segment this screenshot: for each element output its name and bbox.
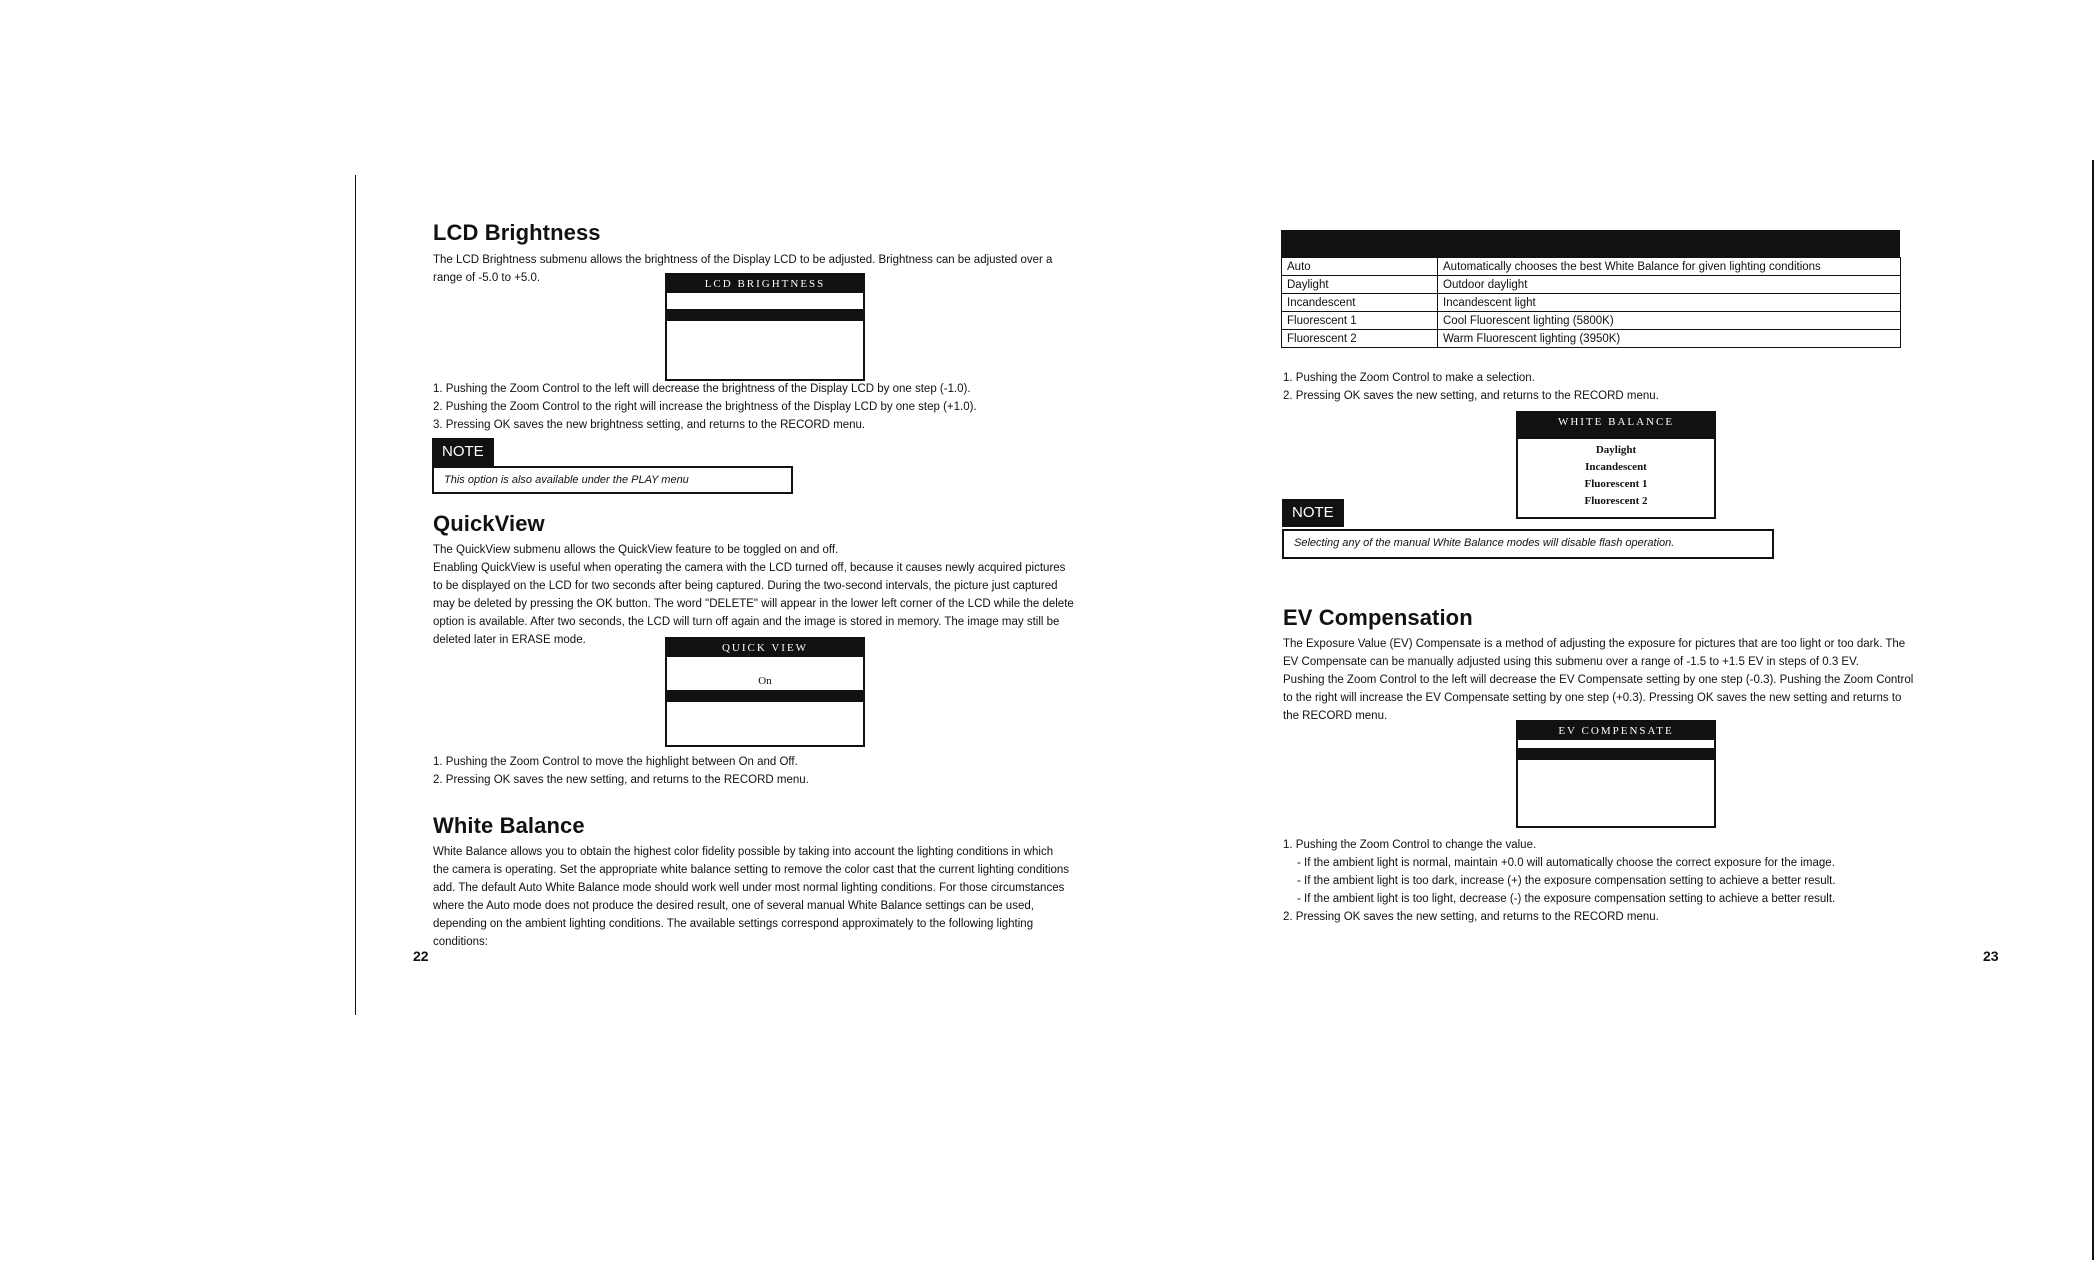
body-line: the RECORD menu. — [1283, 710, 1388, 722]
step-line: - If the ambient light is normal, maintain +0.0 will automatically choose the correct exposure for the image. — [1297, 857, 1835, 869]
table-cell: Cool Fluorescent lighting (5800K) — [1438, 312, 1901, 330]
wb-option-incandescent: Incandescent — [1585, 461, 1647, 473]
ev-compensate-menu-screen — [1516, 720, 1716, 828]
table-cell: Fluorescent 2 — [1282, 330, 1438, 348]
body-line: Pushing the Zoom Control to the left will decrease the EV Compensate setting by one step (-0.3). Pushing the Zoom Control — [1283, 674, 1914, 686]
lcd-intro-line: range of -5.0 to +5.0. — [433, 272, 541, 284]
left-page-number: 22 — [413, 948, 429, 964]
body-line: The QuickView submenu allows the QuickView feature to be toggled on and off. — [433, 544, 839, 556]
body-line: conditions: — [433, 936, 488, 948]
menu-highlight-bar — [667, 309, 863, 321]
quickview-body — [433, 541, 1074, 649]
wb-note-box: Selecting any of the manual White Balance modes will disable flash operation. — [1282, 529, 1774, 559]
menu-highlight-bar — [1518, 431, 1714, 439]
white-balance-body — [433, 843, 1069, 951]
wb-option-fluorescent-1: Fluorescent 1 — [1584, 478, 1648, 490]
lcd-brightness-heading: LCD Brightness — [433, 220, 601, 245]
step-line: 1. Pushing the Zoom Control to change the value. — [1283, 839, 1537, 851]
body-line: to be displayed on the LCD for two seconds after being captured. During the two-second intervals, the picture just captured — [433, 580, 1058, 592]
ev-compensation-heading: EV Compensation — [1283, 605, 1473, 630]
lcd-brightness-steps — [433, 380, 977, 434]
table-cell: Auto — [1282, 258, 1438, 276]
step-line: 1. Pushing the Zoom Control to make a selection. — [1283, 372, 1535, 384]
table-cell: Warm Fluorescent lighting (3950K) — [1438, 330, 1901, 348]
table-cell: Daylight — [1282, 276, 1438, 294]
wb-option-daylight: Daylight — [1595, 444, 1637, 456]
step-line: 1. Pushing the Zoom Control to move the highlight between On and Off. — [433, 756, 798, 768]
table-cell: Outdoor daylight — [1438, 276, 1901, 294]
ev-compensate-menu-title: EV COMPENSATE — [1518, 722, 1714, 740]
quickview-option-on: On — [758, 675, 772, 687]
wb-table-header-bar — [1281, 230, 1900, 257]
quickview-menu-screen — [665, 637, 865, 747]
lcd-note-box: This option is also available under the PLAY menu — [432, 466, 793, 494]
body-line: depending on the ambient lighting conditions. The available settings correspond approximately to the following lighting — [433, 918, 1034, 930]
white-balance-heading: White Balance — [433, 813, 585, 838]
left-binding-line — [355, 175, 356, 1015]
wb-note-label: NOTE — [1282, 499, 1344, 527]
body-line: EV Compensate can be manually adjusted using this submenu over a range of -1.5 to +1.5 EV in steps of 0.3 EV. — [1283, 656, 1859, 668]
body-line: The Exposure Value (EV) Compensate is a method of adjusting the exposure for pictures that are too light or too dark. The — [1283, 638, 1906, 650]
ev-compensation-body — [1283, 635, 1913, 725]
table-row — [1282, 258, 1901, 276]
body-line: to the right will increase the EV Compensate setting by one step (+0.3). Pressing OK saves the new setting and returns to — [1283, 692, 1902, 704]
lcd-brightness-menu-title: LCD BRIGHTNESS — [667, 275, 863, 293]
wb-option-fluorescent-2: Fluorescent 2 — [1584, 495, 1648, 507]
step-line: 2. Pressing OK saves the new setting, and returns to the RECORD menu. — [433, 774, 809, 786]
lcd-intro-line: The LCD Brightness submenu allows the brightness of the Display LCD to be adjusted. Brightness can be adjusted over a — [433, 254, 1053, 266]
step-line: 2. Pressing OK saves the new setting, and returns to the RECORD menu. — [1283, 390, 1659, 402]
body-line: deleted later in ERASE mode. — [433, 634, 586, 646]
ev-steps — [1283, 836, 1836, 926]
menu-highlight-bar — [667, 690, 863, 702]
white-balance-menu-title: WHITE BALANCE — [1518, 413, 1714, 431]
table-cell: Incandescent — [1282, 294, 1438, 312]
step-line: 1. Pushing the Zoom Control to the left will decrease the brightness of the Display LCD by one step (-1.0). — [433, 383, 971, 395]
table-cell: Incandescent light — [1438, 294, 1901, 312]
right-page-number: 23 — [1983, 948, 1999, 964]
quickview-heading: QuickView — [433, 511, 545, 536]
body-line: may be deleted by pressing the OK button. The word "DELETE" will appear in the lower left corner of the LCD while the delete — [433, 598, 1074, 610]
body-line: option is available. After two seconds, the LCD will turn off again and the image is stored in memory. The image may still be — [433, 616, 1060, 628]
lcd-brightness-menu-screen — [665, 273, 865, 381]
menu-highlight-bar — [1518, 748, 1714, 760]
table-row — [1282, 276, 1901, 294]
body-line: add. The default Auto White Balance mode should work well under most normal lighting conditions. For those circumstances — [433, 882, 1065, 894]
table-row — [1282, 312, 1901, 330]
step-line: 2. Pressing OK saves the new setting, and returns to the RECORD menu. — [1283, 911, 1659, 923]
white-balance-menu-screen — [1516, 411, 1716, 519]
lcd-note-label: NOTE — [432, 438, 494, 466]
table-cell: Fluorescent 1 — [1282, 312, 1438, 330]
right-binding-line — [2092, 160, 2094, 1260]
quickview-menu-title: QUICK VIEW — [667, 639, 863, 657]
step-line: 2. Pushing the Zoom Control to the right will increase the brightness of the Display LCD by one step (+1.0). — [433, 401, 977, 413]
body-line: Enabling QuickView is useful when operating the camera with the LCD turned off, because it causes newly acquired pictures — [433, 562, 1066, 574]
table-cell: Automatically chooses the best White Balance for given lighting conditions — [1438, 258, 1901, 276]
body-line: where the Auto mode does not produce the desired result, one of several manual White Balance settings can be used, — [433, 900, 1034, 912]
white-balance-table — [1281, 257, 1901, 348]
step-line: 3. Pressing OK saves the new brightness setting, and returns to the RECORD menu. — [433, 419, 866, 431]
wb-steps — [1283, 369, 1659, 405]
quickview-steps — [433, 753, 809, 789]
table-row — [1282, 330, 1901, 348]
body-line: White Balance allows you to obtain the highest color fidelity possible by taking into account the lighting conditions in which — [433, 846, 1054, 858]
table-row — [1282, 294, 1901, 312]
body-line: the camera is operating. Set the appropriate white balance setting to remove the color cast that the current lighting conditions — [433, 864, 1070, 876]
step-line: - If the ambient light is too dark, increase (+) the exposure compensation setting to achieve a better result. — [1297, 875, 1836, 887]
step-line: - If the ambient light is too light, decrease (-) the exposure compensation setting to achieve a better result. — [1297, 893, 1836, 905]
